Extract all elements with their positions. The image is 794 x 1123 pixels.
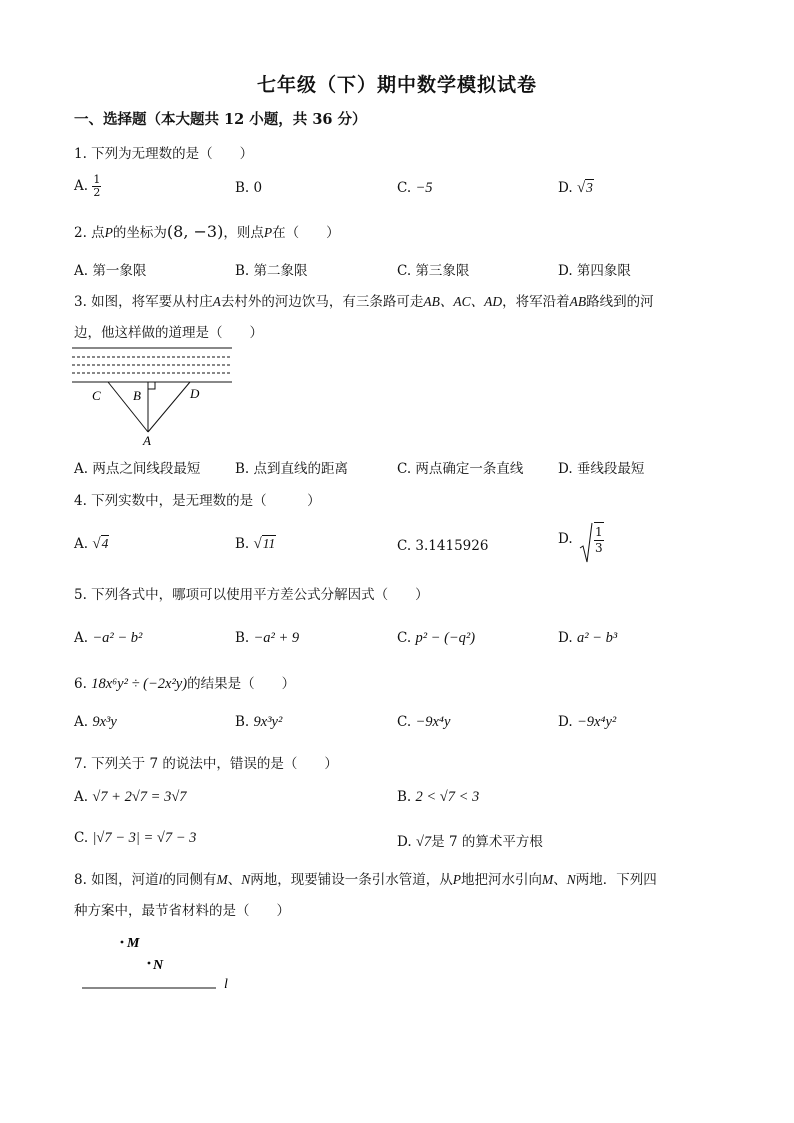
question-3-stem-line-1: 3. 如图，将军要从村庄A去村外的河边饮马，有三条路可走AB、AC、AD，将军沿着AB路线到的河 [74, 294, 654, 310]
question-1-option-a[interactable]: A. $\frac{1}{2}$ [74, 173, 101, 199]
question-6-stem: 6. 18x⁶y² ÷ (−2x²y)的结果是（ ） [74, 676, 296, 692]
question-6-option-c[interactable]: C. −9x⁴y [397, 714, 451, 730]
sqrt-expression: √4 [92, 536, 109, 552]
question-4-stem: 4. 下列实数中，是无理数的是（ ） [74, 493, 321, 509]
question-3-option-c[interactable]: C. 两点确定一条直线 [397, 461, 524, 477]
sqrt-expression: √3 [576, 180, 593, 196]
label-a: A [143, 433, 151, 448]
question-3-figure [70, 342, 240, 452]
question-1-option-b[interactable]: B. 0 [235, 180, 263, 196]
question-5-option-d[interactable]: D. a² − b³ [558, 630, 618, 646]
question-4-option-c[interactable]: C. 3.1415926 [397, 538, 489, 554]
question-3-option-b[interactable]: B. 点到直线的距离 [235, 461, 349, 477]
question-3-option-a[interactable]: A. 两点之间线段最短 [74, 461, 201, 477]
question-1-option-d[interactable]: D. √3 [558, 180, 593, 196]
road-ac [108, 382, 148, 432]
question-4-option-a[interactable]: A. √4 [74, 536, 109, 552]
question-2-option-d[interactable]: D. 第四象限 [558, 263, 631, 279]
question-3-option-d[interactable]: D. 垂线段最短 [558, 461, 645, 477]
question-5-option-a[interactable]: A. −a² − b² [74, 630, 143, 646]
label-c: C [92, 388, 101, 403]
question-4-option-b[interactable]: B. √11 [235, 536, 276, 552]
question-3-stem-line-2: 边，他这样做的道理是（ ） [74, 325, 263, 341]
question-6-option-a[interactable]: A. 9x³y [74, 714, 117, 730]
label-d: D [190, 386, 200, 401]
label-b: B [133, 388, 141, 403]
label-m: M [127, 936, 140, 951]
question-2-option-c[interactable]: C. 第三象限 [397, 263, 470, 279]
point-n [148, 962, 151, 965]
question-5-option-b[interactable]: B. −a² + 9 [235, 630, 300, 646]
question-2-option-a[interactable]: A. 第一象限 [74, 263, 147, 279]
question-5-stem: 5. 下列各式中，哪项可以使用平方差公式分解因式（ ） [74, 587, 429, 603]
question-6-option-d[interactable]: D. −9x⁴y² [558, 714, 617, 730]
question-7-option-c[interactable]: C. |√7 − 3| = √7 − 3 [74, 830, 197, 846]
question-7-option-a[interactable]: A. √7 + 2√7 = 3√7 [74, 789, 187, 805]
question-7-option-b[interactable]: B. 2 < √7 < 3 [397, 789, 480, 805]
label-l: l [224, 977, 228, 992]
question-8-stem-line-1: 8. 如图，河道l的同侧有M、N两地，现要铺设一条引水管道，从P地把河水引向M、N两地．下列四 [74, 872, 657, 888]
question-6-option-b[interactable]: B. 9x³y² [235, 714, 283, 730]
question-1-stem: 1. 下列为无理数的是（ ） [74, 146, 254, 162]
section-heading: 一、选择题（本大题共 12 小题，共 36 分） [74, 111, 367, 128]
question-7-stem: 7. 下列关于 7 的说法中，错误的是（ ） [74, 756, 338, 772]
question-8-figure [78, 930, 248, 995]
question-1-option-c[interactable]: C. −5 [397, 180, 433, 196]
fraction: $\frac{1}{2}$ [93, 173, 101, 199]
question-8-stem-line-2: 种方案中，最节省材料的是（ ） [74, 903, 290, 919]
question-4-option-d[interactable]: D. $\frac{1}{3}$ [558, 522, 604, 556]
question-7-option-d[interactable]: D. √7是 7 的算术平方根 [397, 834, 543, 850]
sqrt-expression: √11 [253, 536, 276, 552]
point-m [121, 941, 124, 944]
question-5-option-c[interactable]: C. p² − (−q²) [397, 630, 476, 646]
question-2-stem: 2. 点P的坐标为(8, −3)，则点P在（ ） [74, 222, 340, 241]
label-n: N [153, 958, 164, 973]
question-2-option-b[interactable]: B. 第二象限 [235, 263, 308, 279]
sqrt-fraction: $\frac{1}{3}$ [581, 522, 604, 556]
right-angle-mark [148, 382, 155, 389]
page-title: 七年级（下）期中数学模拟试卷 [256, 74, 537, 96]
